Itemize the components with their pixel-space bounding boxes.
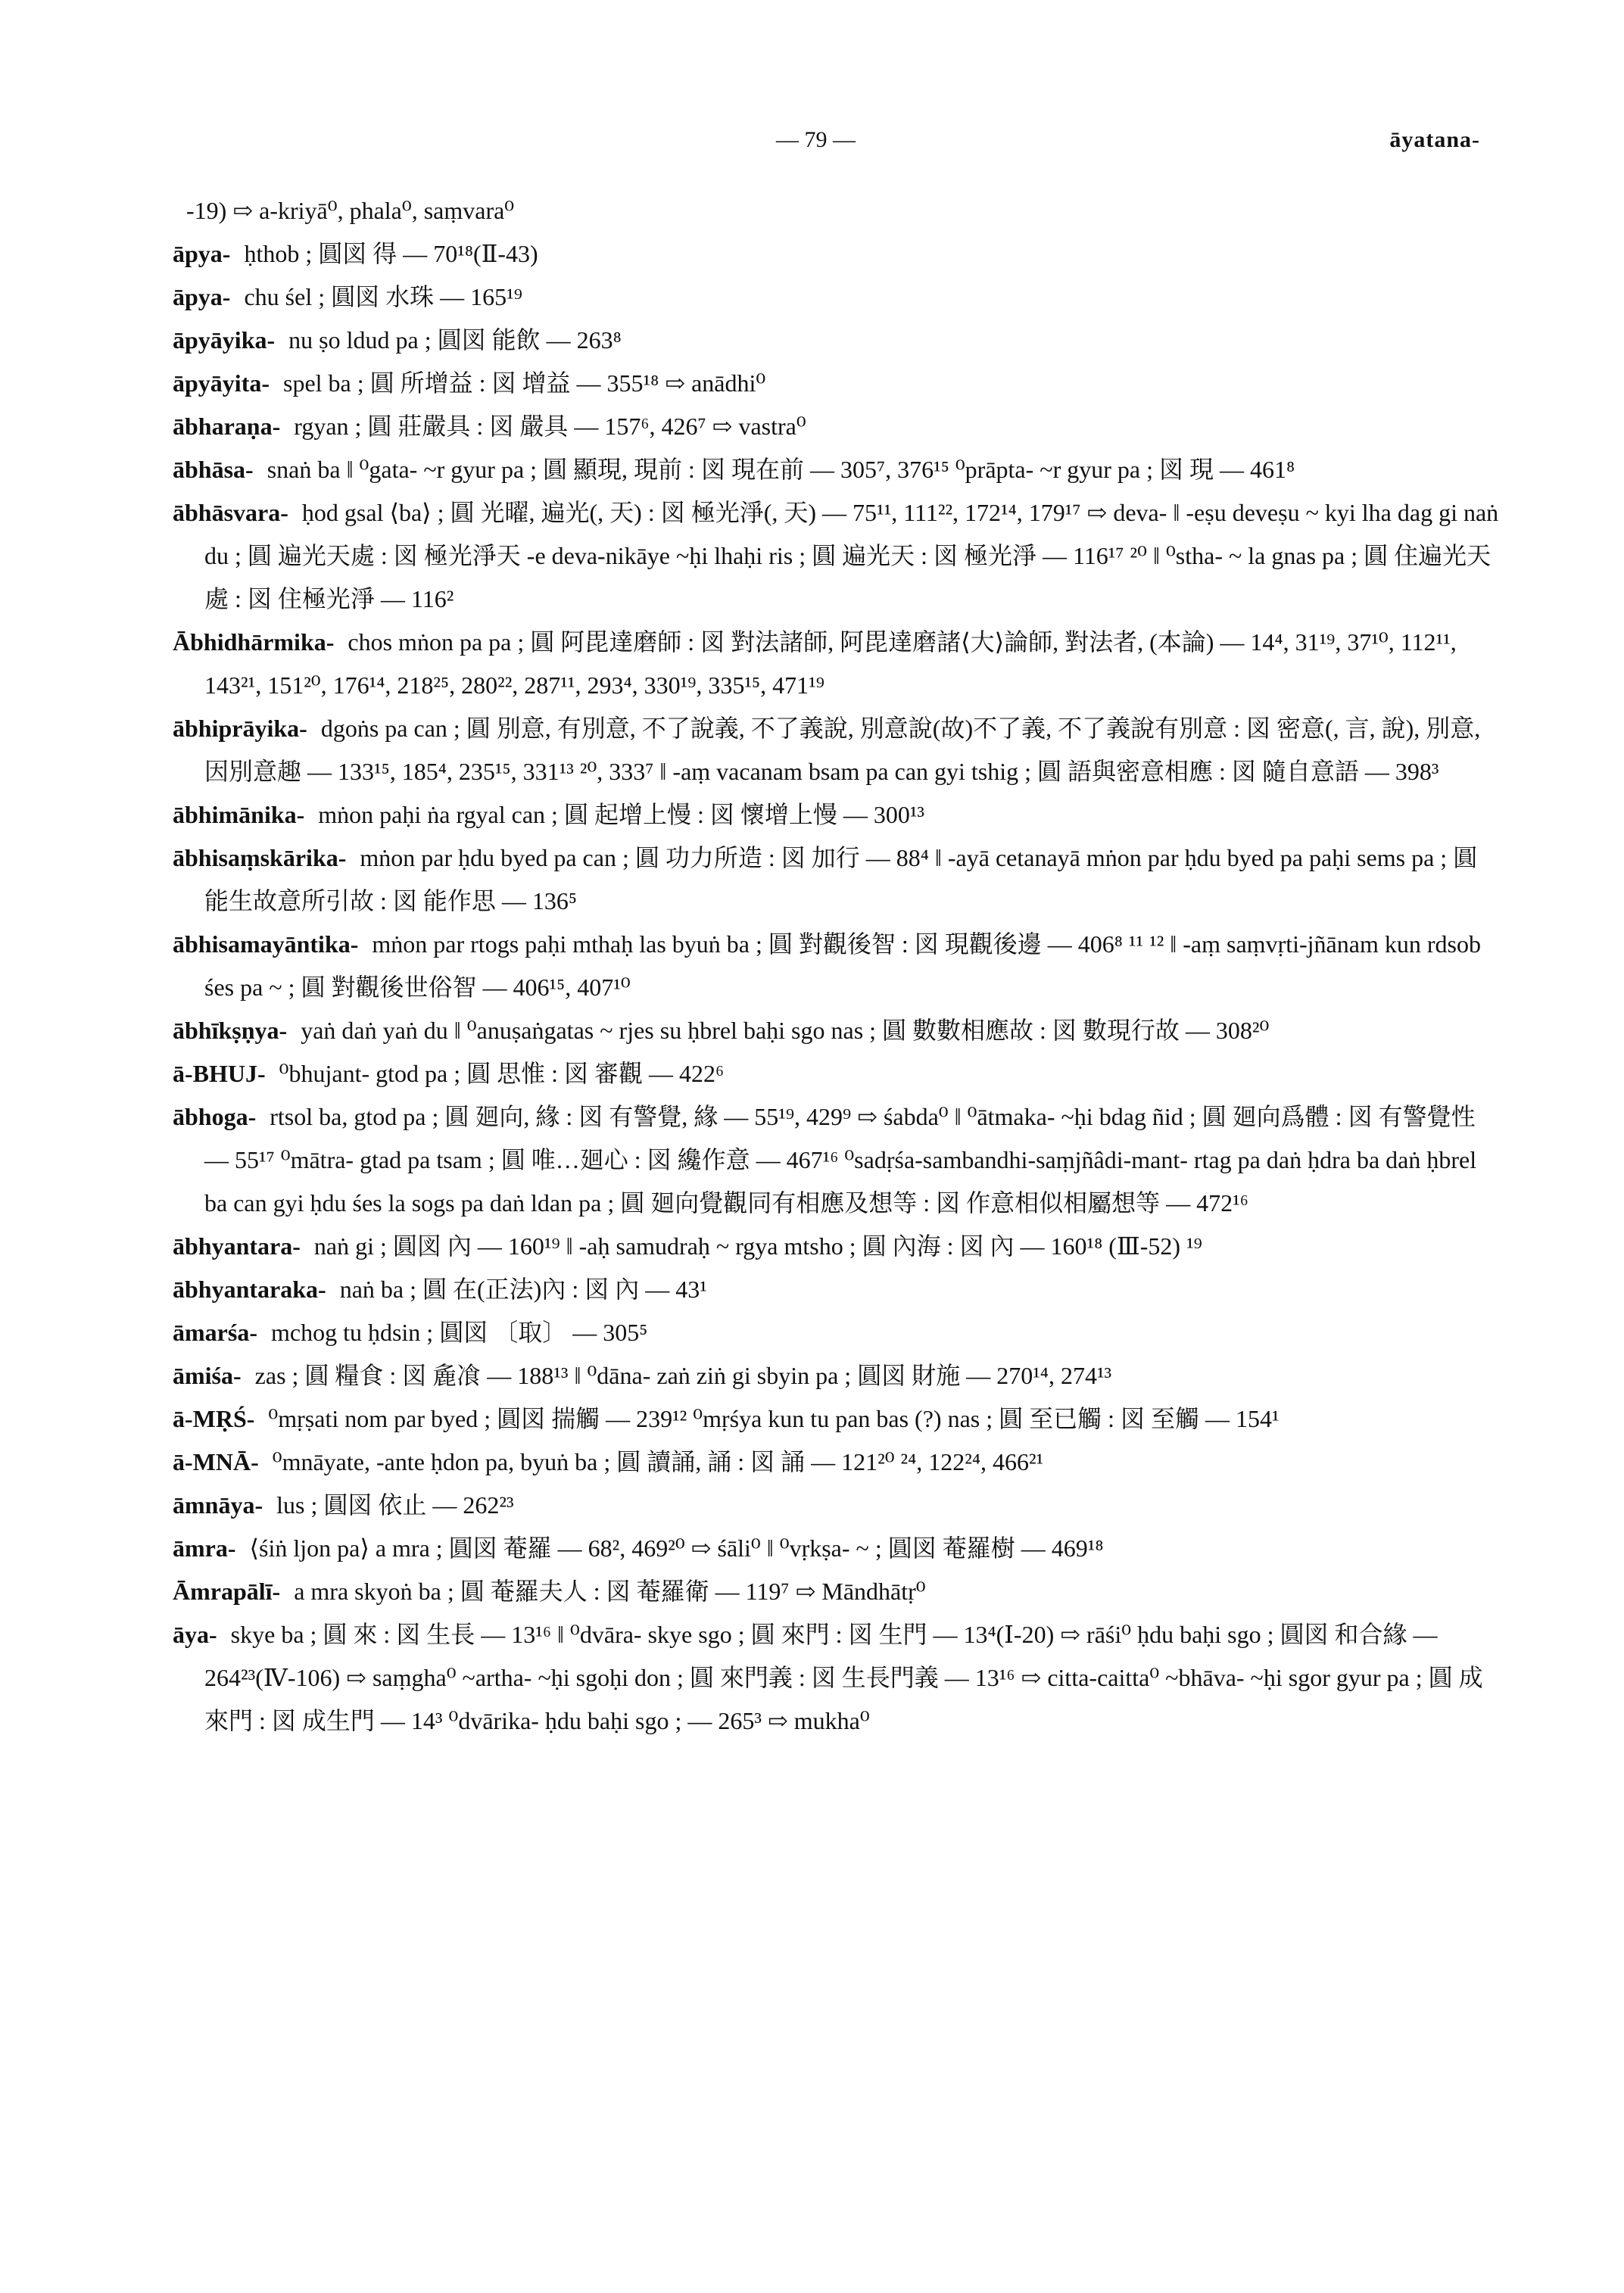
- headword: ābhisaṃskārika-: [173, 844, 347, 871]
- dictionary-entry: [173, 1311, 1505, 1354]
- entry-body: nu ṣo ldud pa ; 圓図 能飲 — 263⁸: [288, 326, 622, 354]
- headword: Ābhidhārmika-: [173, 628, 335, 656]
- entry-body: ⁰mnāyate, -ante ḥdon pa, byuṅ ba ; 圓 讀誦, 誦 : 図 誦 — 121²⁰ ²⁴, 122²⁴, 466²¹: [272, 1448, 1044, 1475]
- entry-body: a mra skyoṅ ba ; 圓 菴羅夫人 : 図 菴羅衛 — 119⁷ ⇨ Māndhātṛ⁰: [294, 1578, 926, 1605]
- headword: āpyāyika-: [173, 326, 276, 354]
- entry-body: snaṅ ba ‖ ⁰gata- ~r gyur pa ; 圓 顯現, 現前 : 図 現在前 — 305⁷, 376¹⁵ ⁰prāpta- ~r gyur pa ; 図 現 — 461⁸: [267, 456, 1295, 483]
- headword: ābhyantaraka-: [173, 1276, 326, 1303]
- headword: āya-: [173, 1621, 217, 1648]
- dictionary-entry: [173, 1268, 1505, 1311]
- headword: ā-MNĀ-: [173, 1448, 259, 1475]
- entry-body: mṅon par rtogs paḥi mthaḥ las byuṅ ba ; 圓 對觀後智 : 図 現觀後邊 — 406⁸ ¹¹ ¹² ‖ -aṃ saṃvṛti-jñānam kun rdsob śes pa ~ ; 圓 對觀後世俗智 — 406¹⁵, 407¹⁰: [204, 930, 1481, 1001]
- headword: ābhāsa-: [173, 456, 254, 483]
- dictionary-entry: [173, 621, 1505, 707]
- dictionary-entry: [173, 1484, 1505, 1527]
- entry-body: mṅon par ḥdu byed pa can ; 圓 功力所造 : 図 加行 — 88⁴ ‖ -ayā cetanayā mṅon par ḥdu byed pa paḥi sems pa ; 圓 能生故意所引故 : 図 能作思 — 136⁵: [204, 844, 1478, 914]
- entry-body: ⁰mṛṣati nom par byed ; 圓図 揣觸 — 239¹² ⁰mṛśya kun tu pan bas (?) nas ; 圓 至已觸 : 図 至觸 — 154¹: [268, 1405, 1280, 1432]
- headword: ābhāsvara-: [173, 499, 288, 526]
- headword: ābhisamayāntika-: [173, 930, 359, 958]
- entry-body: naṅ gi ; 圓図 內 — 160¹⁹ ‖ -aḥ samudraḥ ~ rgya mtsho ; 圓 內海 : 図 內 — 160¹⁸ (Ⅲ-52) ¹⁹: [313, 1232, 1202, 1260]
- dictionary-entry: [173, 1570, 1505, 1613]
- entry-body: dgoṅs pa can ; 圓 別意, 有別意, 不了說義, 不了義說, 別意說(故)不了義, 不了義說有別意 : 図 密意(, 言, 說), 別意, 因別意趣 — 133¹⁵, 185⁴, 235¹⁵, 331¹³ ²⁰, 333⁷ ‖ -aṃ vacanam bsam pa can gyi tshig ; 圓 語與密意相應 : 図 隨自意語 — 398³: [204, 715, 1481, 785]
- headword: ābhoga-: [173, 1103, 257, 1130]
- dictionary-entry: [173, 837, 1505, 923]
- entry-body: zas ; 圓 糧食 : 図 麁飡 — 188¹³ ‖ ⁰dāna- zaṅ ziṅ gi sbyin pa ; 圓図 財施 — 270¹⁴, 274¹³: [254, 1362, 1112, 1389]
- entry-body: naṅ ba ; 圓 在(正法)內 : 図 內 — 43¹: [339, 1276, 707, 1303]
- headword: āpyāyita-: [173, 369, 270, 397]
- headword: ā-BHUJ-: [173, 1060, 266, 1087]
- entry-body: ḥthob ; 圓図 得 — 70¹⁸(Ⅱ-43): [244, 240, 538, 267]
- entry-list: [173, 189, 1505, 1743]
- headword: ābhiprāyika-: [173, 715, 307, 742]
- headword: ābharaṇa-: [173, 413, 281, 440]
- headword: ābhimānika-: [173, 801, 305, 828]
- dictionary-entry: [173, 319, 1505, 362]
- entry-body: mchog tu ḥdsin ; 圓図 〔取〕 — 305⁵: [270, 1319, 648, 1346]
- entry-body: lus ; 圓図 依止 — 262²³: [276, 1491, 514, 1519]
- headword: āmarśa-: [173, 1319, 257, 1346]
- headword: ābhyantara-: [173, 1232, 301, 1260]
- entry-body: ⟨śiṅ ljon pa⟩ a mra ; 圓図 菴羅 — 68², 469²⁰ ⇨ śāli⁰ ‖ ⁰vṛkṣa- ~ ; 圓図 菴羅樹 — 469¹⁸: [249, 1534, 1104, 1562]
- entry-body: -19) ⇨ a-kriyā⁰, phala⁰, saṃvara⁰: [186, 197, 515, 224]
- entry-body: rgyan ; 圓 莊嚴具 : 図 嚴具 — 157⁶, 426⁷ ⇨ vastra⁰: [294, 413, 806, 440]
- headword: ābhīkṣṇya-: [173, 1017, 288, 1044]
- dictionary-entry: [173, 1052, 1505, 1095]
- dictionary-entry: [173, 1613, 1505, 1743]
- entry-body: spel ba ; 圓 所增益 : 図 增益 — 355¹⁸ ⇨ anādhi⁰: [283, 369, 766, 397]
- entry-body: chu śel ; 圓図 水珠 — 165¹⁹: [244, 283, 522, 310]
- entry-body: rtsol ba, gtod pa ; 圓 廻向, 緣 : 図 有警覺, 緣 — 55¹⁹, 429⁹ ⇨ śabda⁰ ‖ ⁰ātmaka- ~ḥi bdag ñid ; 圓 廻向爲體 : 図 有警覺性 — 55¹⁷ ⁰mātra- gtad pa tsam ; 圓 唯…廻心 : 図 纔作意 — 467¹⁶ ⁰sadṛśa-sambandhi-saṃjñâdi-mant- rtag pa daṅ ḥdra ba daṅ ḥbrel ba can gyi ḥdu śes la sogs pa daṅ ldan pa ; 圓 廻向覺觀同有相應及想等 : 図 作意相似相屬想等 — 472¹⁶: [204, 1103, 1477, 1217]
- dictionary-entry: [173, 1527, 1505, 1570]
- dictionary-entry: [173, 923, 1505, 1009]
- headword: āpya-: [173, 240, 231, 267]
- dictionary-entry: [173, 1397, 1505, 1441]
- entry-body: ⁰bhujant- gtod pa ; 圓 思惟 : 図 審觀 — 422⁶: [279, 1060, 725, 1087]
- headword: āmiśa-: [173, 1362, 242, 1389]
- entry-body: skye ba ; 圓 來 : 図 生長 — 13¹⁶ ‖ ⁰dvāra- skye sgo ; 圓 來門 : 図 生門 — 13⁴(Ⅰ-20) ⇨ rāśi⁰ ḥdu baḥi sgo ; 圓図 和合緣 — 264²³(Ⅳ-106) ⇨ saṃgha⁰ ~artha- ~ḥi sgoḥi don ; 圓 來門義 : 図 生長門義 — 13¹⁶ ⇨ citta-caitta⁰ ~bhāva- ~ḥi sgor gyur pa ; 圓 成來門 : 図 成生門 — 14³ ⁰dvārika- ḥdu baḥi sgo ; — 265³ ⇨ mukha⁰: [204, 1621, 1483, 1734]
- entry-body: chos mṅon pa pa ; 圓 阿毘達磨師 : 図 對法諸師, 阿毘達磨諸⟨大⟩論師, 對法者, (本論) — 14⁴, 31¹⁹, 37¹⁰, 112¹¹, 143²¹, 151²⁰, 176¹⁴, 218²⁵, 280²², 287¹¹, 293⁴, 330¹⁹, 335¹⁵, 471¹⁹: [204, 628, 1457, 699]
- headword: āmra-: [173, 1534, 236, 1562]
- entry-body: ḥod gsal ⟨ba⟩ ; 圓 光曜, 遍光(, 天) : 図 極光淨(, 天) — 75¹¹, 111²², 172¹⁴, 179¹⁷ ⇨ deva- ‖ -eṣu deveṣu ~ kyi lha dag gi naṅ du ; 圓 遍光天處 : 図 極光淨天 -e deva-nikāye ~ḥi lhaḥi ris ; 圓 遍光天 : 図 極光淨 — 116¹⁷ ²⁰ ‖ ⁰stha- ~ la gnas pa ; 圓 住遍光天處 : 図 住極光淨 — 116²: [204, 499, 1499, 612]
- dictionary-entry: [173, 707, 1505, 793]
- dictionary-entry: [173, 1441, 1505, 1484]
- running-head: āyatana-: [1389, 127, 1480, 152]
- dictionary-entry: [173, 1095, 1505, 1225]
- headword: āpya-: [173, 283, 231, 310]
- dictionary-entry: [173, 1354, 1505, 1397]
- headword: ā-MṚŚ-: [173, 1405, 255, 1432]
- dictionary-entry: [173, 1009, 1505, 1052]
- dictionary-entry: [173, 405, 1505, 448]
- dictionary-entry: [173, 448, 1505, 491]
- headword: Āmrapālī-: [173, 1578, 281, 1605]
- page-number: — 79 —: [776, 127, 856, 152]
- entry-body: yaṅ daṅ yaṅ du ‖ ⁰anuṣaṅgatas ~ rjes su ḥbrel baḥi sgo nas ; 圓 數數相應故 : 図 數現行故 — 308²⁰: [301, 1017, 1270, 1044]
- entry-body: mṅon paḥi ṅa rgyal can ; 圓 起增上慢 : 図 懷增上慢 — 300¹³: [318, 801, 925, 828]
- dictionary-entry: [173, 793, 1505, 837]
- dictionary-entry: [173, 362, 1505, 405]
- dictionary-entry: [173, 1225, 1505, 1268]
- dictionary-entry: [173, 491, 1505, 621]
- headword: āmnāya-: [173, 1491, 263, 1519]
- dictionary-entry: [173, 232, 1505, 276]
- dictionary-entry: [173, 189, 1505, 232]
- dictionary-entry: [173, 276, 1505, 319]
